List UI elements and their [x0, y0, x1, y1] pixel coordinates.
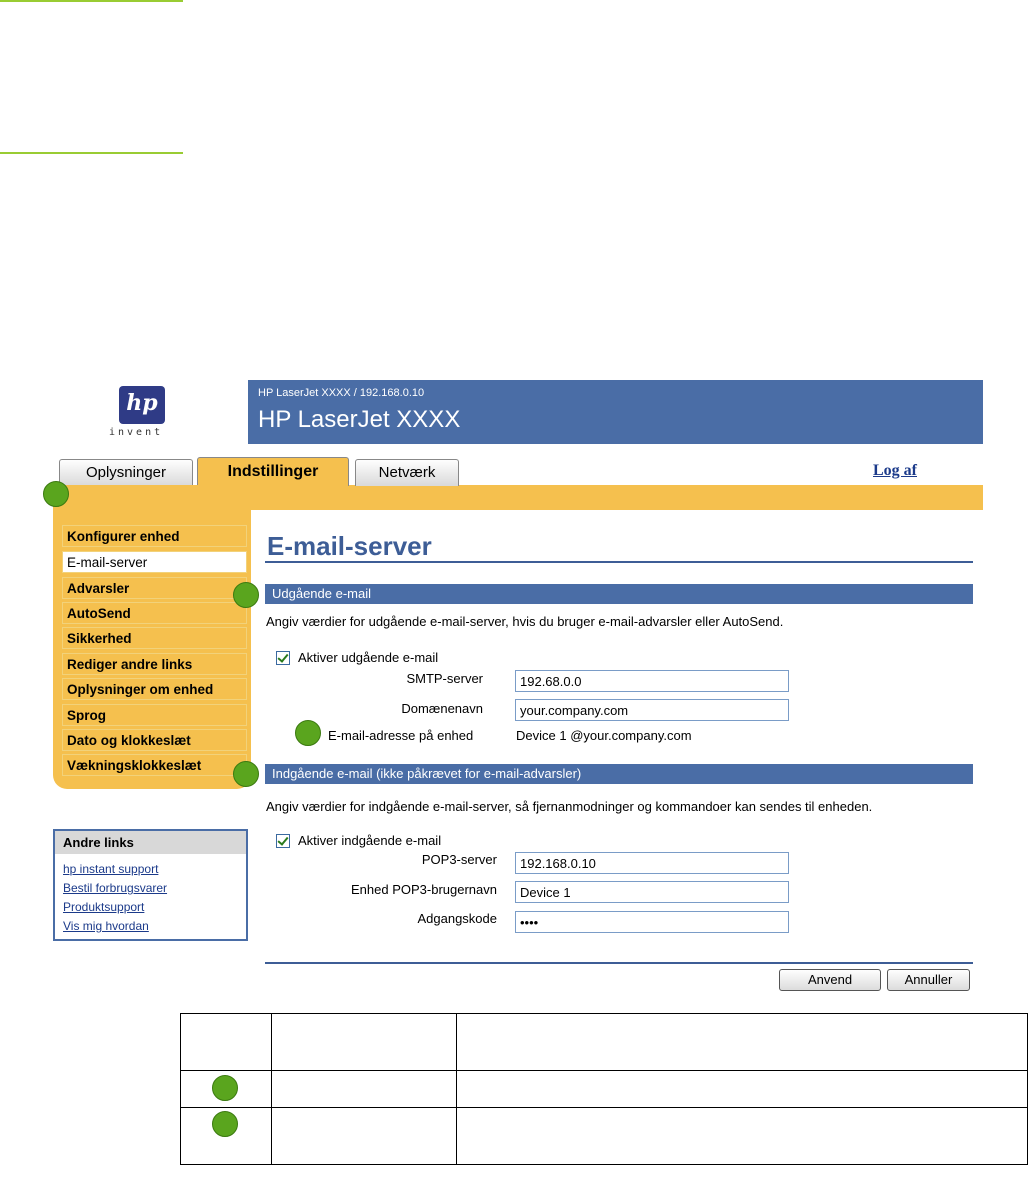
callout-dot: [295, 720, 321, 746]
link-vis-mig-hvordan[interactable]: Vis mig hvordan: [63, 919, 149, 933]
sidebar-item-oplysninger-om-enhed[interactable]: Oplysninger om enhed: [62, 678, 247, 700]
cancel-button[interactable]: Annuller: [887, 969, 970, 991]
device-address-value: Device 1 @your.company.com: [516, 728, 692, 743]
outgoing-description: Angiv værdier for udgående e-mail-server, hvis du bruger e-mail-advarsler eller AutoSend.: [266, 614, 784, 629]
apply-button[interactable]: Anvend: [779, 969, 881, 991]
other-links-panel: [53, 829, 248, 941]
link-hp-instant-support[interactable]: hp instant support: [63, 862, 159, 876]
sidebar-item-vaekningsklokkeslaet[interactable]: Vækningsklokkeslæt: [62, 754, 247, 776]
table-row: [181, 1108, 1028, 1165]
link-bestil-forbrugsvarer[interactable]: Bestil forbrugsvarer: [63, 881, 168, 895]
sidebar-item-konfigurer-enhed[interactable]: Konfigurer enhed: [62, 525, 247, 547]
callout-dot: [233, 582, 259, 608]
sidebar-item-sprog[interactable]: Sprog: [62, 704, 247, 726]
pop3-label: POP3-server: [421, 852, 497, 867]
incoming-enable-checkbox[interactable]: [276, 834, 290, 848]
callout-table: [180, 1013, 1028, 1165]
table-cell: [272, 1014, 457, 1071]
table-row: [181, 1071, 1028, 1108]
outgoing-enable-checkbox[interactable]: [276, 651, 290, 665]
logo-tagline: invent: [109, 427, 164, 438]
link-produktsupport[interactable]: Produktsupport: [63, 900, 145, 914]
table-cell: [181, 1014, 272, 1071]
logout-link[interactable]: Log af: [873, 462, 917, 479]
table-cell: [272, 1108, 457, 1165]
callout-dot: [233, 761, 259, 787]
sidebar-item-rediger-andre-links[interactable]: Rediger andre links: [62, 653, 247, 675]
tab-indstillinger[interactable]: Indstillinger: [197, 457, 349, 486]
domain-field[interactable]: [515, 699, 789, 721]
device-title: HP LaserJet XXXX: [258, 406, 461, 433]
smtp-field[interactable]: [515, 670, 789, 692]
pop3-username-label: Enhed POP3-brugernavn: [351, 882, 497, 897]
divider-rule: [0, 152, 183, 154]
table-cell: [457, 1071, 1028, 1108]
bottom-rule: [265, 962, 973, 964]
table-cell: [181, 1108, 272, 1165]
sidebar-item-autosend[interactable]: AutoSend: [62, 602, 247, 624]
callout-dot: [212, 1075, 238, 1101]
hp-logo-icon: hp: [119, 386, 165, 424]
callout-dot: [43, 481, 69, 507]
sidebar-item-advarsler[interactable]: Advarsler: [62, 577, 247, 599]
tab-oplysninger[interactable]: Oplysninger: [59, 459, 193, 486]
table-cell: [181, 1071, 272, 1108]
sidebar-item-dato-og-klokkeslaet[interactable]: Dato og klokkeslæt: [62, 729, 247, 751]
table-cell: [272, 1071, 457, 1108]
domain-label: Domænenavn: [401, 701, 483, 716]
table-cell: [457, 1108, 1028, 1165]
header-banner: [248, 380, 983, 444]
incoming-header: Indgående e-mail (ikke påkrævet for e-mail-advarsler): [265, 764, 973, 784]
tab-netvaerk[interactable]: Netværk: [355, 459, 459, 486]
sidebar-item-e-mail-server[interactable]: E-mail-server: [62, 551, 247, 573]
password-label: Adgangskode: [417, 911, 497, 926]
incoming-enable-label: Aktiver indgående e-mail: [298, 833, 442, 848]
device-address-label: E-mail-adresse på enhed: [328, 728, 474, 743]
table-row: [181, 1014, 1028, 1071]
other-links-title: Andre links: [55, 831, 246, 854]
title-rule: [265, 561, 973, 563]
outgoing-enable-label: Aktiver udgående e-mail: [298, 650, 439, 665]
pop3-field[interactable]: [515, 852, 789, 874]
table-cell: [457, 1014, 1028, 1071]
breadcrumb: HP LaserJet XXXX / 192.168.0.10: [258, 387, 425, 399]
smtp-label: SMTP-server: [406, 671, 483, 686]
top-rule: [0, 0, 183, 2]
pop3-username-field[interactable]: [515, 881, 789, 903]
incoming-description: Angiv værdier for indgående e-mail-server, så fjernanmodninger og kommandoer kan sendes til enheden.: [266, 799, 873, 814]
outgoing-header: Udgående e-mail: [265, 584, 973, 604]
sidebar-item-sikkerhed[interactable]: Sikkerhed: [62, 627, 247, 649]
callout-dot: [212, 1111, 238, 1137]
page-title: E-mail-server: [267, 531, 432, 561]
password-field[interactable]: [515, 911, 789, 933]
hp-logo: [105, 386, 181, 442]
